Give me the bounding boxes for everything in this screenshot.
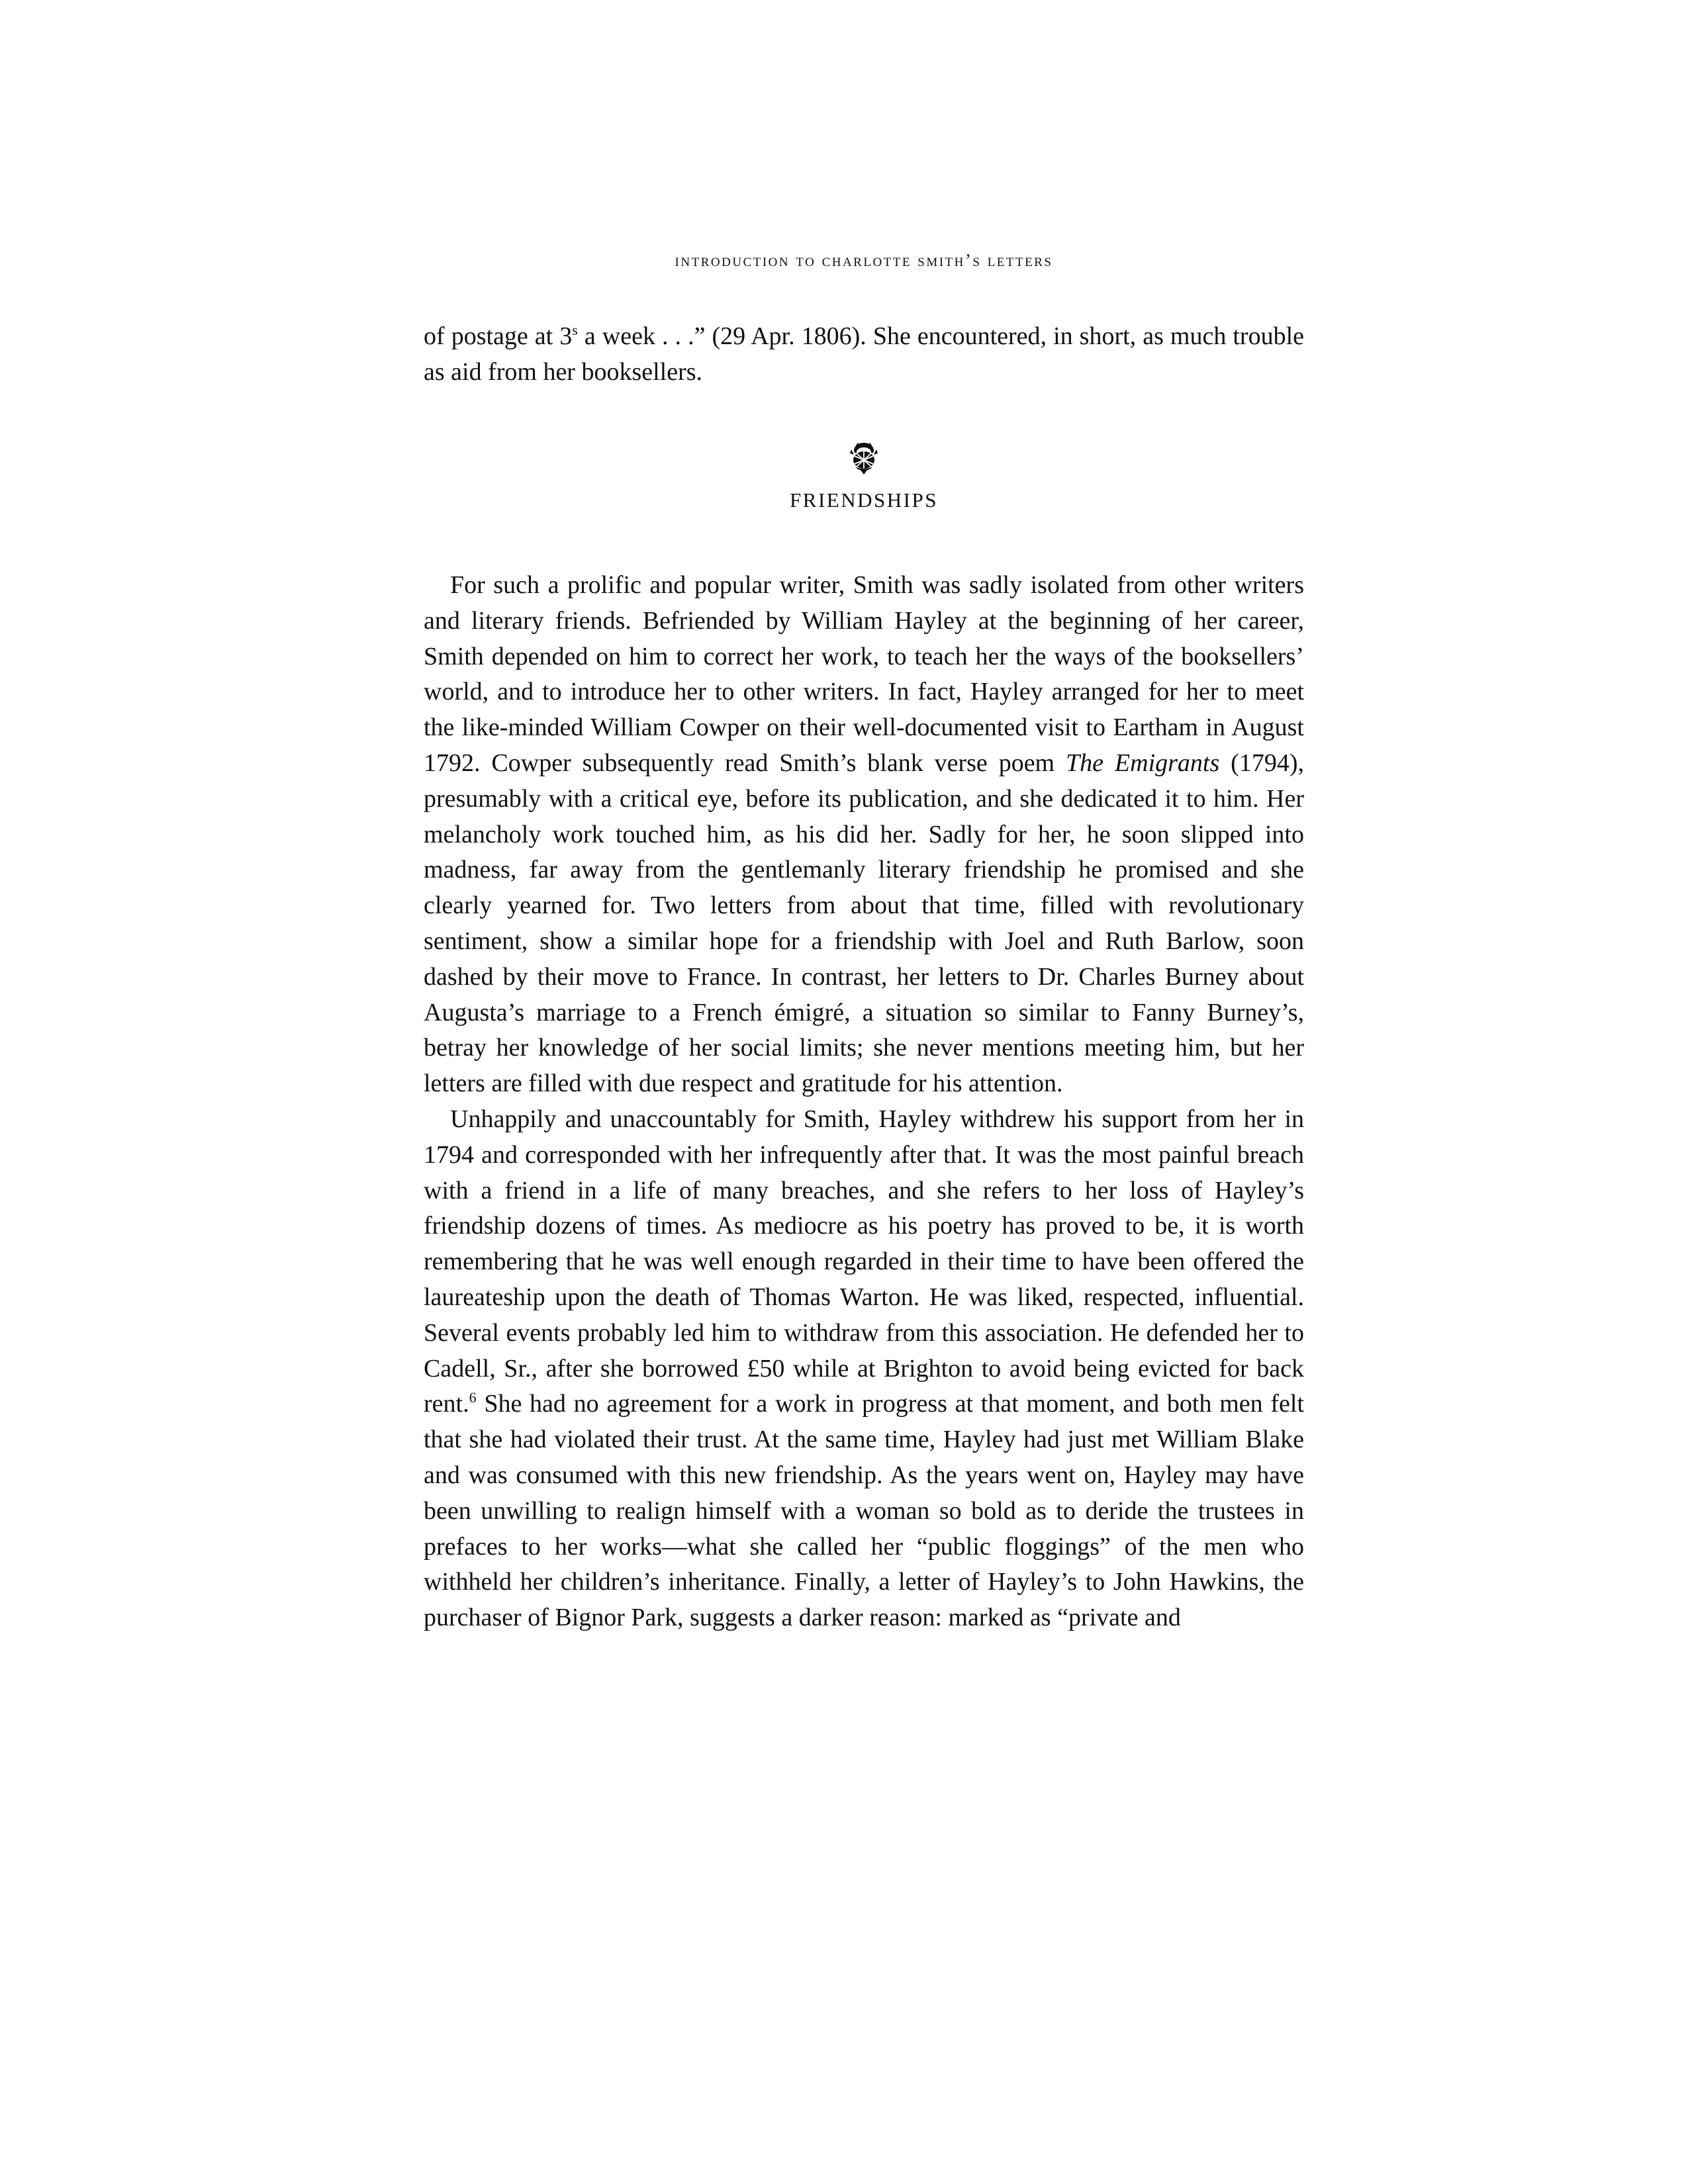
footnote-reference: 6 — [469, 1389, 477, 1406]
paragraph-1-part2: (1794), presumably with a critical eye, before its publication, and she dedicated it to him. Her melancholy work touched him, as his did her. Sadly for her, he soon slipped into madness, far away from the gentlemanly literary friendship he promised and she clearly yearned for. Two letters from about that time, filled with revolutionary sentiment, show a similar hope for a friendship with Joel and Ruth Barlow, soon dashed by their move to France. In contrast, her letters to Dr. Charles Burney about Augusta’s marriage to a French émigré, a situation so similar to Fanny Burney’s, betray her knowledge of her social limits; she never mentions meeting him, but her letters are filled with due respect and gratitude for his attention. — [424, 749, 1304, 1098]
main-text — [424, 568, 1304, 1636]
paragraph-2-part2: She had no agreement for a work in progress at that moment, and both men felt that she had violated their trust. At the same time, Hayley had just met William Blake and was consumed with this new friendship. As the years went on, Hayley may have been unwilling to realign himself with a woman so bold as to deride the trustees in prefaces to her works—what she called her “public floggings” of the men who withheld her children’s inheritance. Finally, a letter of Hayley’s to John Hawkins, the purchaser of Bignor Park, suggests a darker reason: marked as “private and — [424, 1390, 1304, 1632]
carryover-text-part1: of postage at 3 — [424, 322, 573, 350]
section-title: FRIENDSHIPS — [790, 488, 938, 512]
carryover-text — [424, 319, 1304, 390]
carryover-text-part2: a week . . .” (29 Apr. 1806). She encountered, in short, as much trouble as aid from her booksellers. — [424, 322, 1304, 386]
running-head: introduction to charlotte smith’s letters — [675, 250, 1053, 270]
shillings-superscript: s — [572, 322, 578, 338]
poem-title: The Emigrants — [1066, 749, 1220, 777]
paragraph-2 — [424, 1102, 1304, 1636]
carryover-paragraph — [424, 319, 1304, 390]
paragraph-1 — [424, 568, 1304, 1102]
paragraph-2-part1: Unhappily and unaccountably for Smith, Hayley withdrew his support from her in 1794 and corresponded with her infrequently after that. It was the most painful breach with a friend in a life of many breaches, and she refers to her loss of Hayley’s friendship dozens of times. As mediocre as his poetry has proved to be, it is worth remembering that he was well enough regarded in their time to have been offered the laureateship upon the death of Thomas Warton. He was liked, respected, influential. Several events probably led him to withdraw from this association. He defended her to Cadell, Sr., after she borrowed £50 while at Brighton to avoid being evicted for back rent. — [424, 1105, 1304, 1418]
paragraph-1-part1: For such a prolific and popular writer, Smith was sadly isolated from other writers and literary friends. Befriended by William Hayley at the beginning of her career, Smith depended on him to correct her work, to teach her the ways of the booksellers’ world, and to introduce her to other writers. In fact, Hayley arranged for her to meet the like-minded William Cowper on their well-documented visit to Eartham in August 1792. Cowper subsequently read Smith’s blank verse poem — [424, 571, 1304, 777]
thistle-ornament-icon — [846, 440, 882, 476]
